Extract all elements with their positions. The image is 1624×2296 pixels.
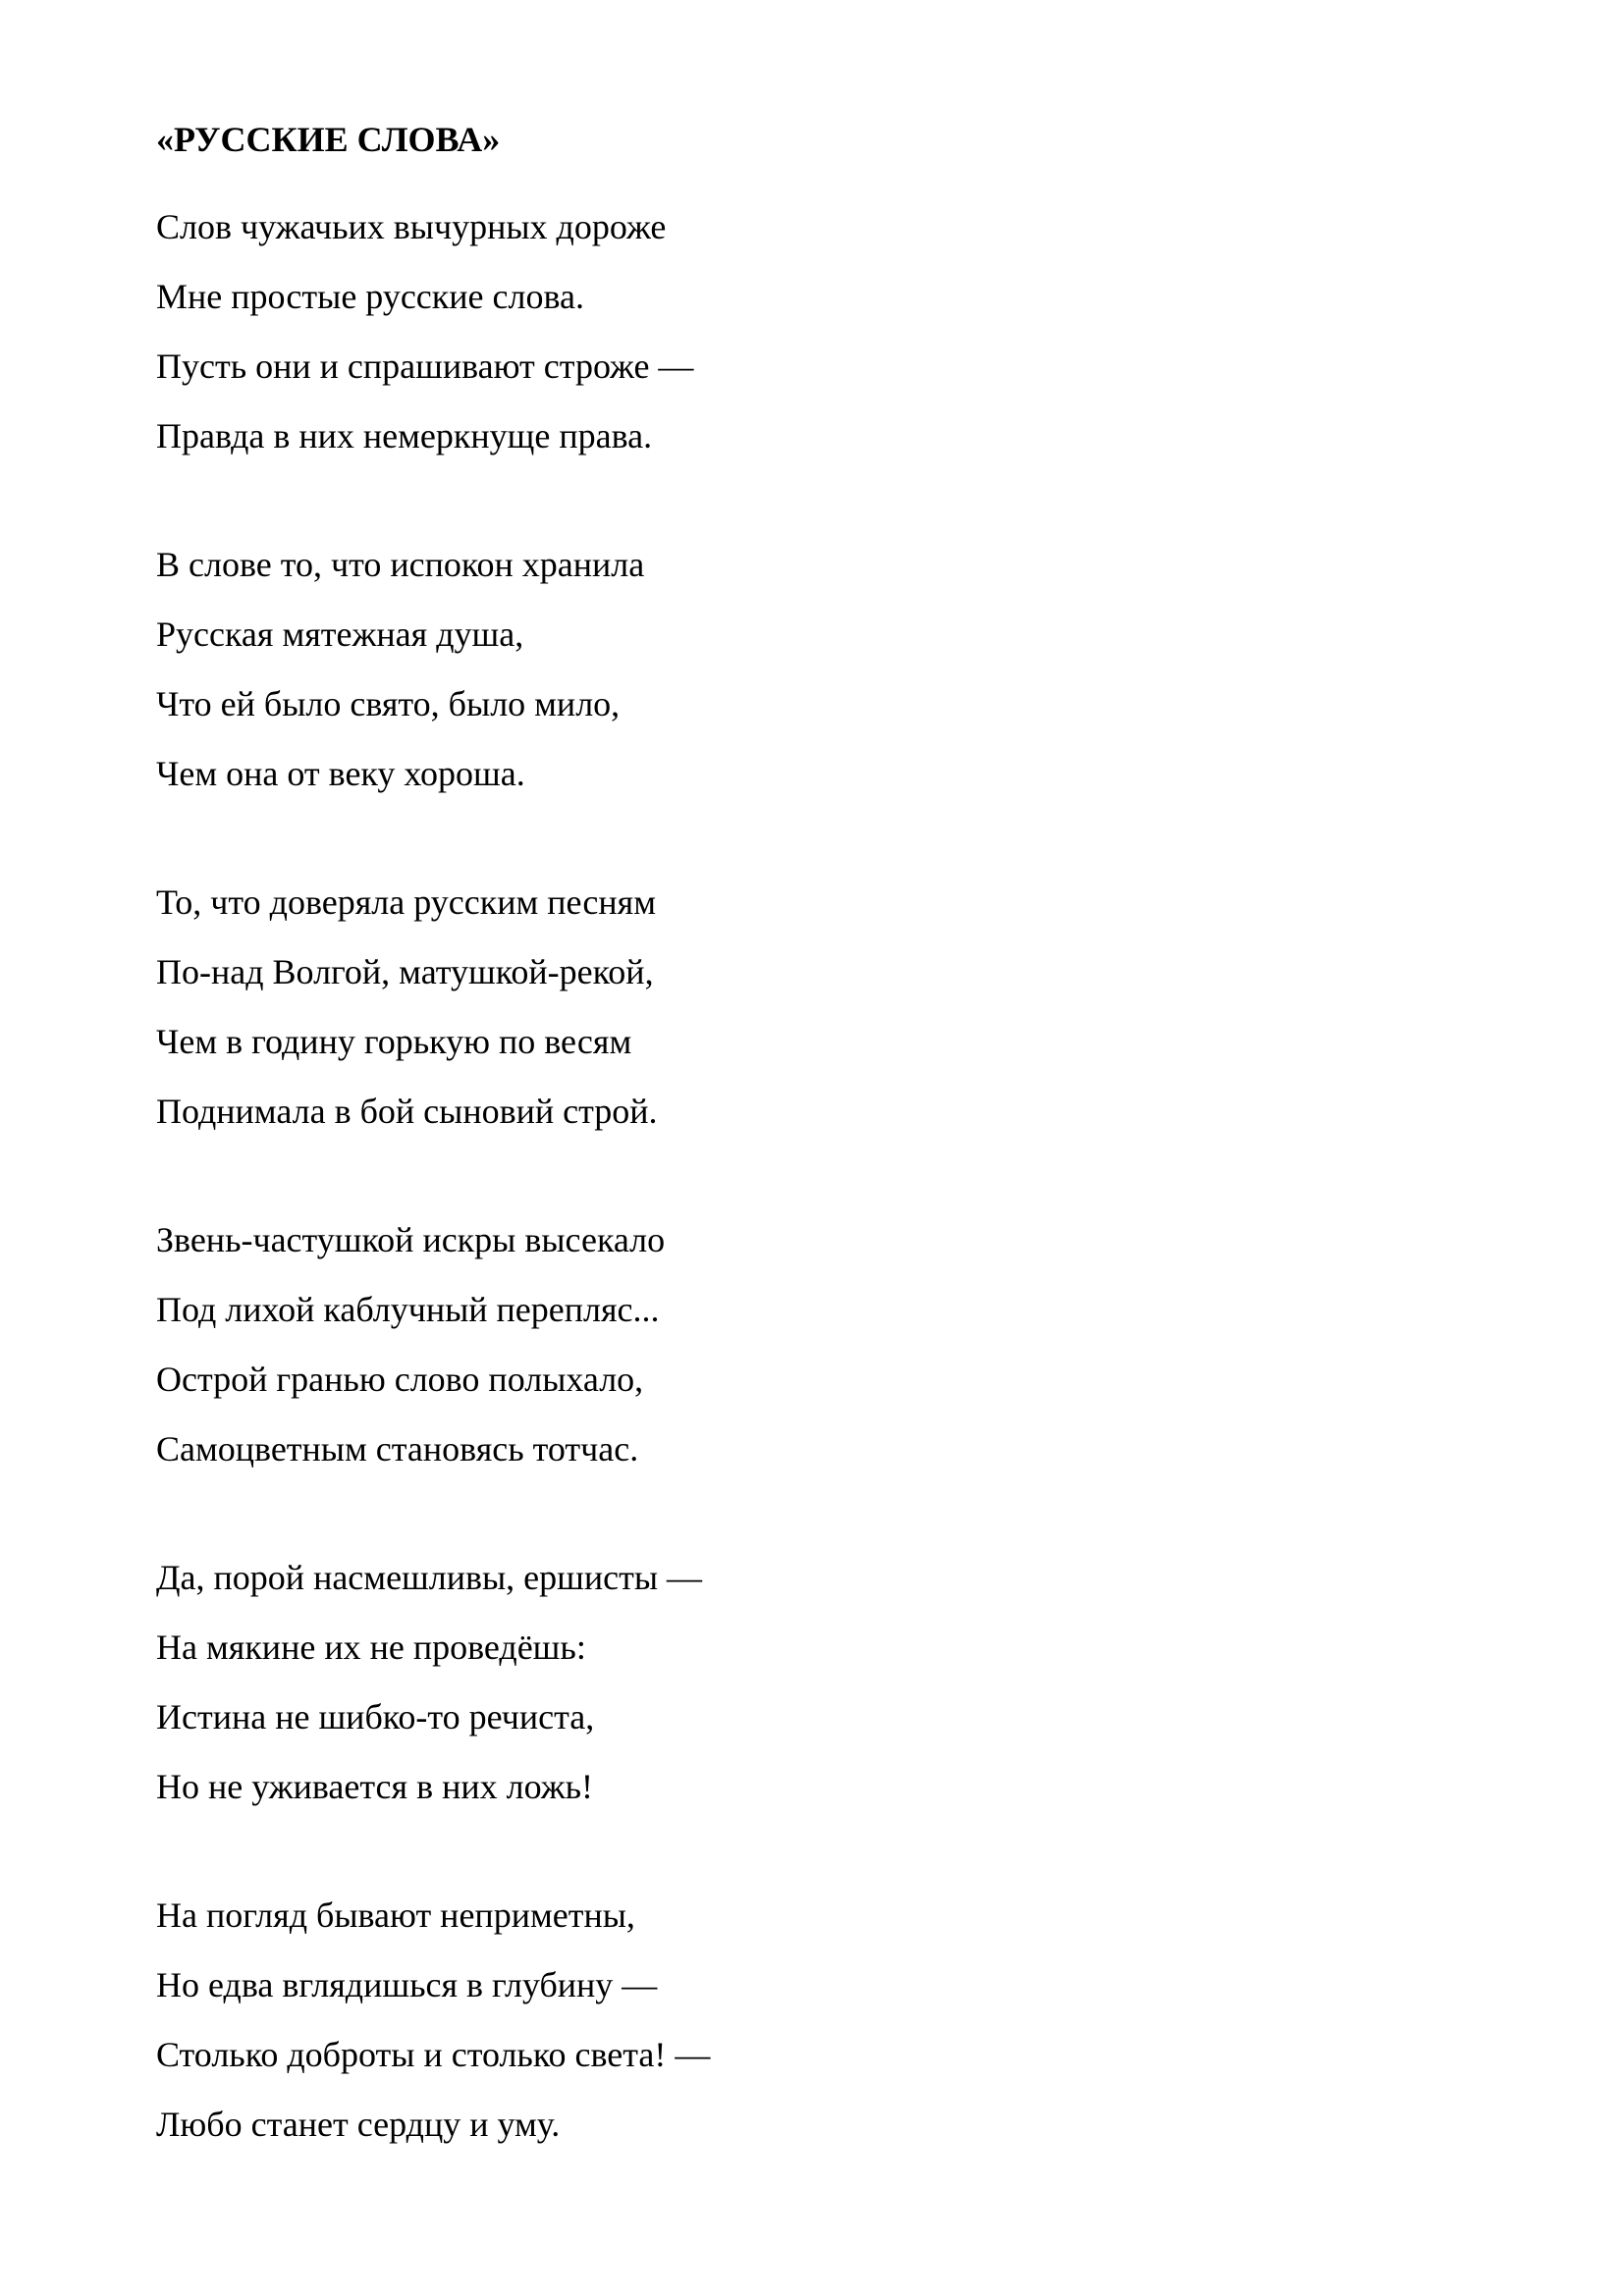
poem-line: Поднимала в бой сыновий строй. (156, 1092, 658, 1131)
poem-line: В слове то, что испокон хранила (156, 545, 645, 584)
poem-line: На мякине их не проведёшь: (156, 1628, 586, 1667)
poem-line: Самоцветным становясь тотчас. (156, 1429, 639, 1468)
poem-line: Чем она от веку хороша. (156, 754, 525, 793)
stanza (156, 868, 1433, 1147)
poem (156, 110, 1433, 2218)
poem-line: Русская мятежная душа, (156, 614, 524, 654)
stanza (156, 1543, 1433, 1822)
poem-line: Столько доброты и столько света! — (156, 2035, 711, 2074)
stanza (156, 1205, 1433, 1484)
stanza (156, 192, 1433, 471)
poem-line: То, что доверяла русским песням (156, 882, 656, 922)
poem-line: На погляд бывают неприметны, (156, 1896, 635, 1935)
poem-line: Но не уживается в них ложь! (156, 1767, 593, 1806)
poem-line: Но едва вглядишься в глубину — (156, 1965, 658, 2004)
poem-line: Правда в них немеркнуще права. (156, 416, 653, 455)
poem-line: Любо станет сердцу и уму. (156, 2105, 561, 2144)
poem-title: «РУССКИЕ СЛОВА» (156, 120, 501, 159)
poem-line: Пусть они и спрашивают строже — (156, 347, 694, 386)
poem-line: Да, порой насмешливы, ершисты — (156, 1558, 703, 1597)
stanza (156, 1881, 1433, 2160)
stanza (156, 530, 1433, 809)
poem-line: Мне простые русские слова. (156, 277, 584, 316)
poem-line: Острой гранью слово полыхало, (156, 1360, 644, 1399)
poem-line: Чем в годину горькую по весям (156, 1022, 632, 1061)
poem-line: По-над Волгой, матушкой-рекой, (156, 952, 654, 991)
poem-line: Истина не шибко-то речиста, (156, 1697, 595, 1736)
poem-line: Что ей было свято, было мило, (156, 684, 621, 723)
poem-line: Звень-частушкой искры высекало (156, 1220, 666, 1259)
poem-line: Слов чужачьих вычурных дороже (156, 207, 667, 246)
poem-line: Под лихой каблучный перепляс... (156, 1290, 660, 1329)
